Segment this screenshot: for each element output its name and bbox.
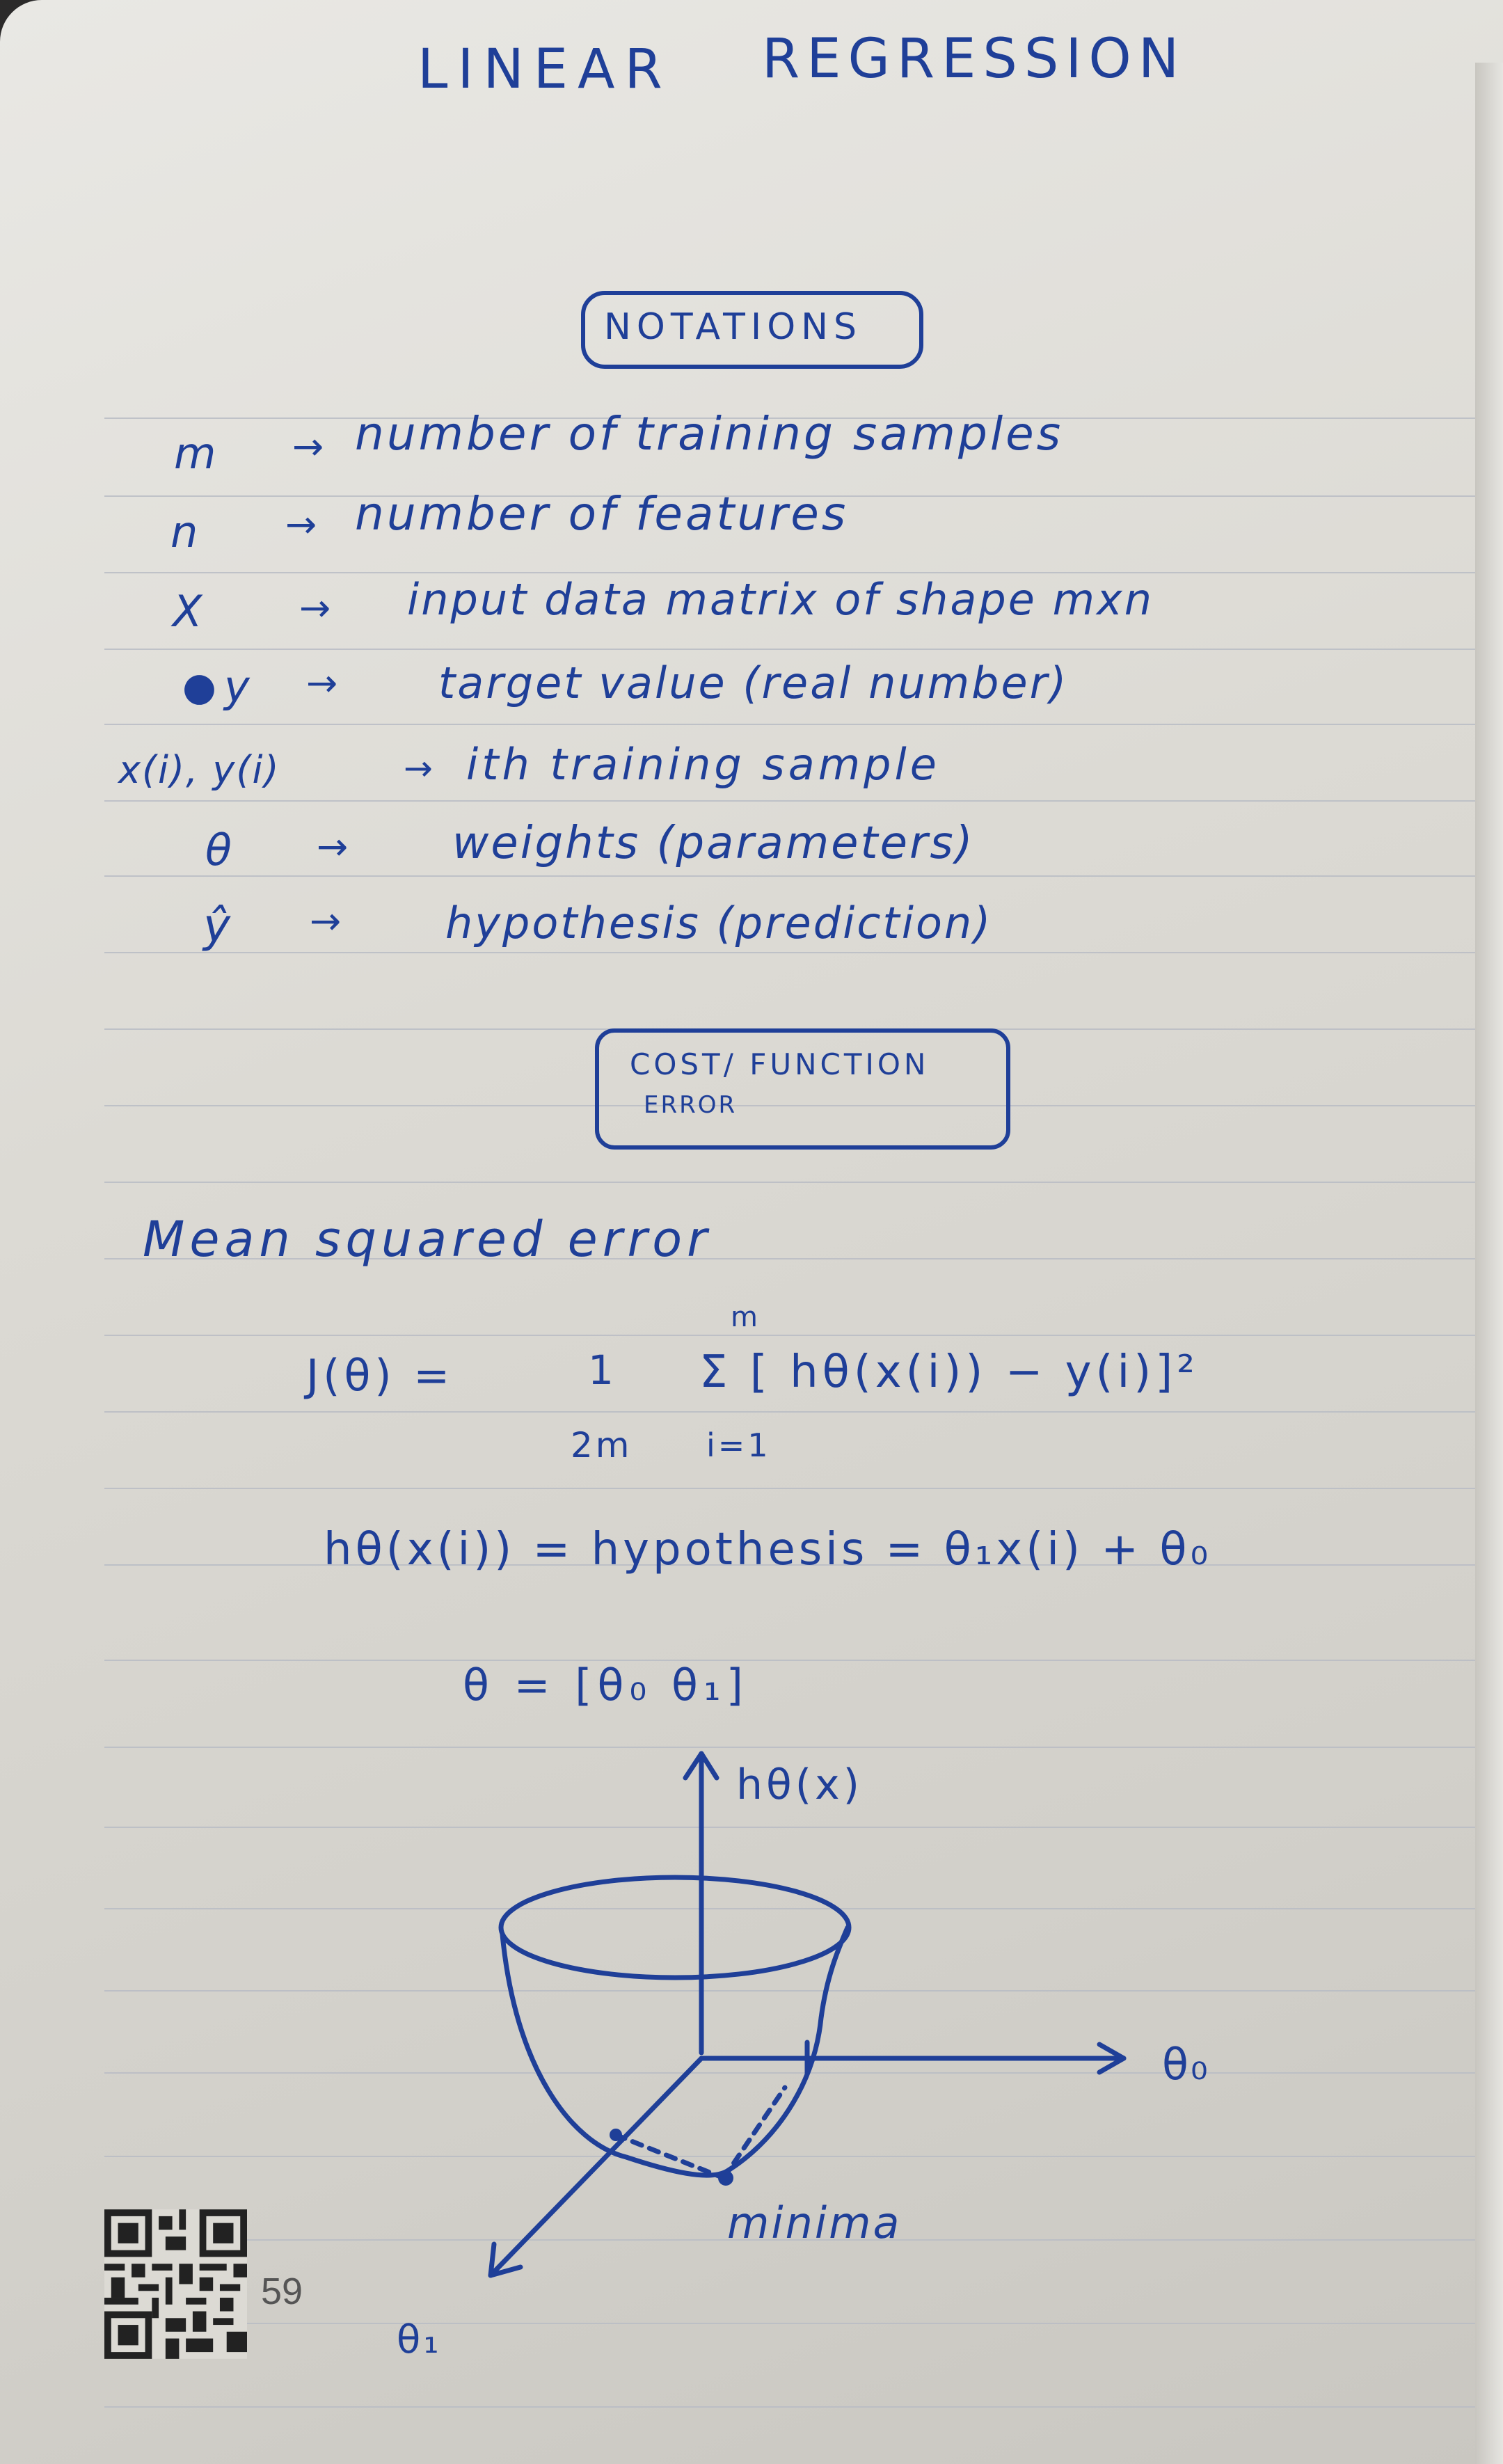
arrow-icon: →	[310, 899, 344, 943]
minima-projection-dash	[724, 2088, 785, 2178]
sum-lower-limit: i=1	[706, 1426, 771, 1464]
minima-label: minima	[727, 2197, 902, 2248]
arrow-icon: →	[299, 586, 334, 630]
bullet-dot: ●	[182, 665, 219, 710]
arrow-icon: →	[292, 424, 327, 468]
title-left: LINEAR	[418, 38, 672, 101]
notation-symbol: θ	[205, 825, 234, 875]
notation-symbol: ŷ	[203, 899, 234, 953]
minima-dot	[718, 2170, 733, 2186]
arrow-icon: →	[306, 661, 341, 705]
sum-upper-limit: m	[731, 1301, 761, 1333]
intersection-dot	[610, 2129, 622, 2141]
mse-heading: Mean squared error	[143, 1211, 712, 1268]
arrow-icon: →	[317, 825, 351, 868]
notation-text: weights (parameters)	[452, 818, 975, 869]
notation-symbol: X	[173, 586, 205, 637]
notation-symbol: y	[224, 661, 253, 712]
notation-symbol: n	[170, 507, 201, 557]
notations-heading: NOTATIONS	[604, 306, 863, 348]
notation-text: target value (real number)	[438, 658, 1069, 708]
z-axis-label: θ₁	[397, 2317, 442, 2362]
qr-code	[104, 2209, 247, 2359]
page-number: 59	[261, 2271, 303, 2312]
notation-text: number of training samples	[355, 407, 1064, 461]
cost-box-line2: ERROR	[644, 1091, 738, 1119]
bowl-rim	[501, 1877, 849, 1978]
notation-text: ith training sample	[466, 739, 940, 790]
notation-text: hypothesis (prediction)	[445, 898, 993, 948]
fraction-denominator: 2m	[571, 1425, 633, 1465]
x-axis-label: θ₀	[1162, 2039, 1210, 2090]
hypothesis-formula: hθ(x(i)) = hypothesis = θ₁x(i) + θ₀	[324, 1524, 1212, 1575]
arrow-icon: →	[404, 748, 436, 788]
formula-lhs: J(θ) =	[306, 1350, 454, 1401]
theta-vector: θ = [θ₀ θ₁]	[463, 1660, 749, 1710]
y-axis-label: hθ(x)	[736, 1760, 864, 1809]
cost-box-line1: COST/ FUNCTION	[630, 1047, 930, 1081]
formula-sum-body: Σ [ hθ(x(i)) − y(i)]²	[699, 1346, 1199, 1398]
arrow-icon: →	[285, 502, 320, 546]
notation-symbol: x(i), y(i)	[118, 748, 280, 792]
fraction-numerator: 1	[588, 1346, 617, 1394]
title-right: REGRESSION	[762, 28, 1186, 90]
notation-symbol: m	[174, 428, 219, 479]
notation-text: number of features	[355, 487, 849, 541]
notation-text: input data matrix of shape mxn	[407, 574, 1154, 625]
z-axis-line	[491, 2058, 701, 2275]
